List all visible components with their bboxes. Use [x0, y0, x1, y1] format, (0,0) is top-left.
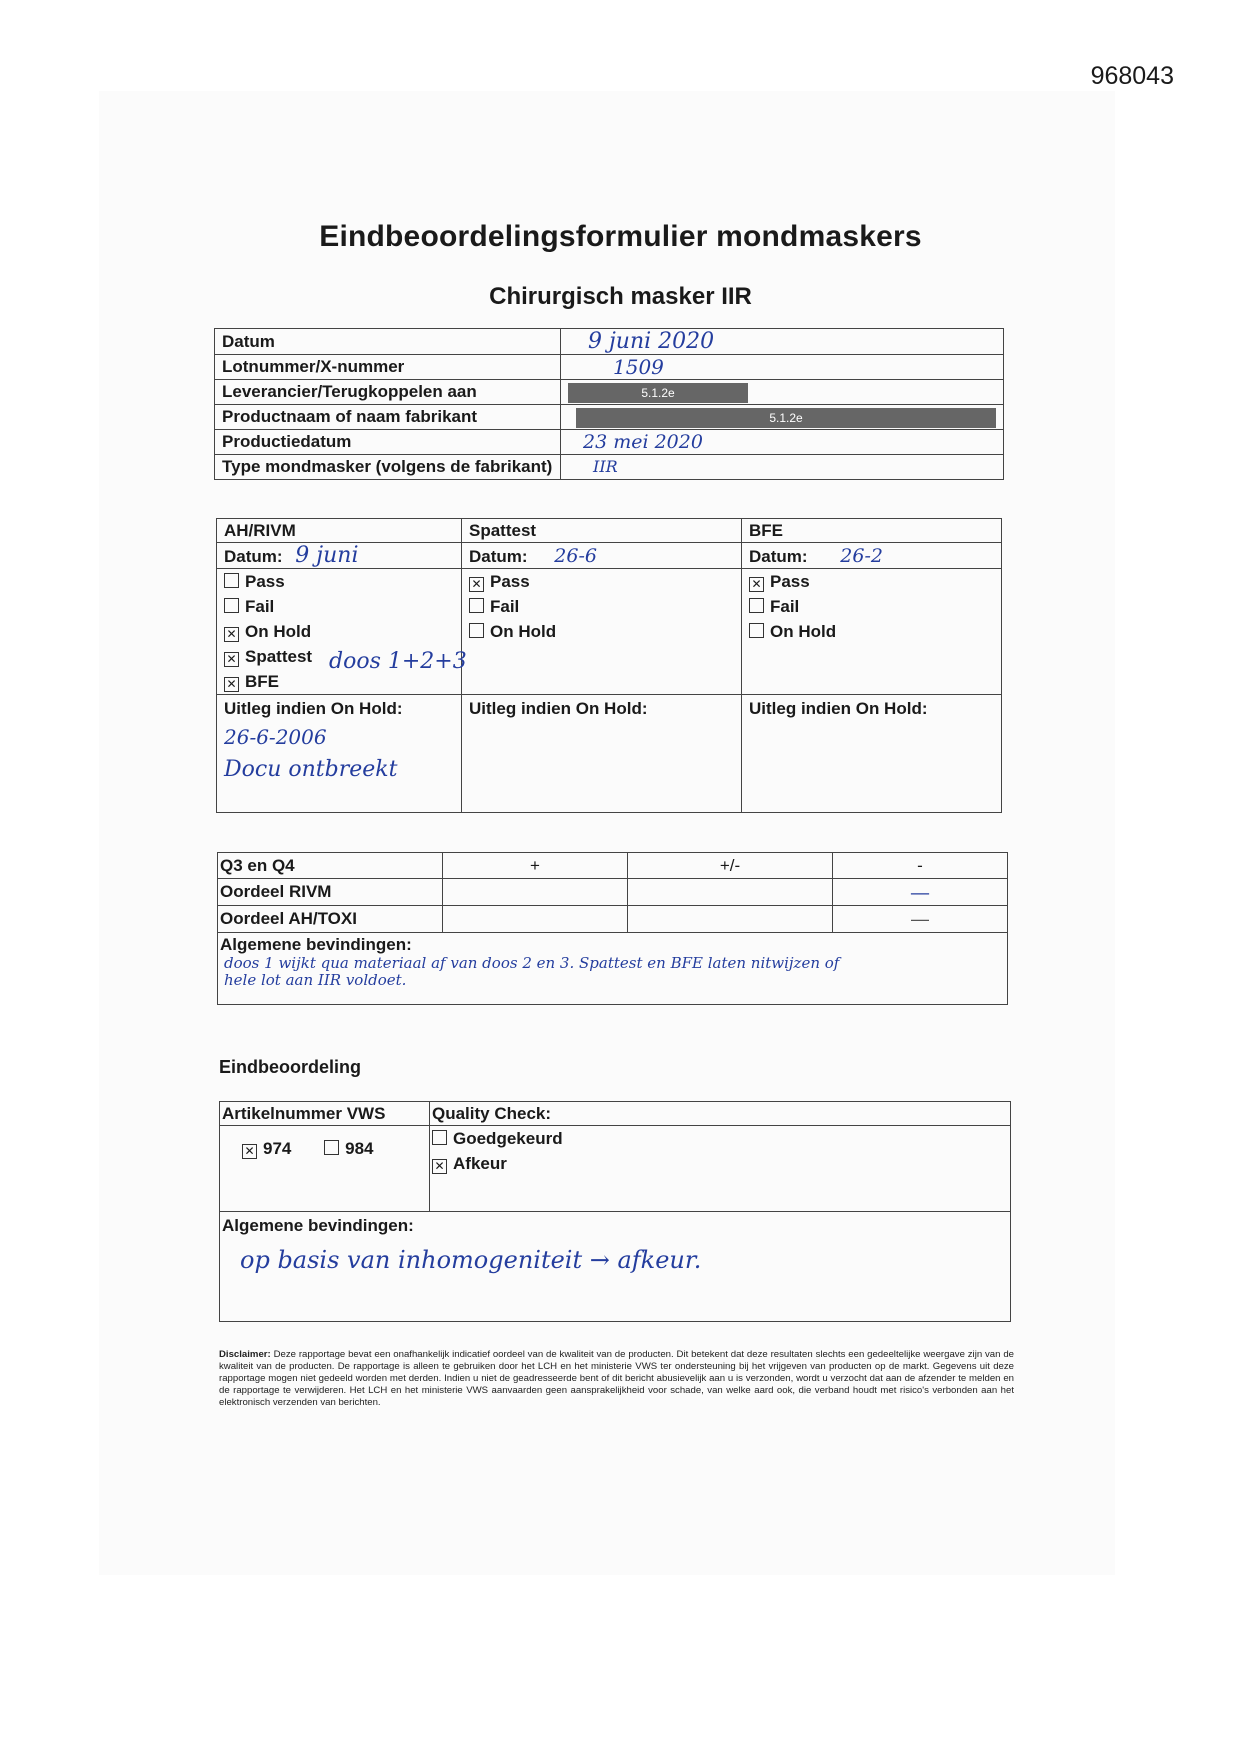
info-label-datum: Datum	[215, 329, 561, 355]
checkbox-spattest[interactable]: ✕	[224, 652, 239, 667]
option-fail[interactable]: Fail	[224, 594, 454, 619]
date-label-bfe: Datum:	[749, 546, 808, 566]
handwritten-explain-line-1: 26-6-2006	[224, 725, 327, 749]
final-heading: Eindbeoordeling	[219, 1057, 361, 1077]
option-afkeur[interactable]: ✕ Afkeur	[432, 1151, 1003, 1176]
q3q4-plusminus: +/-	[628, 853, 833, 879]
option-pass[interactable]: ✕ Pass	[749, 569, 994, 594]
article-options	[220, 1126, 430, 1212]
explain-label: Uitleg indien On Hold:	[469, 699, 648, 718]
disclaimer	[219, 1349, 1014, 1409]
disclaimer-text: Deze rapportage bevat een onafhankelijk indicatief oordeel van de kwaliteit van de producten. Dit betekent dat deze resultaten slechts een gedeeltelijke weergave zijn van de kwaliteit van de producten. De rapportage is alleen te gebruiken door het LCH en het ministerie VWS ter ondersteuning bij het vrijgeven van producten op de markt. Gegevens uit deze rapportage mogen niet gedeeld worden met derden. Indien u niet de geadresseerde bent of dit bericht abusievelijk aan u is verzonden, wordt u verzocht dat aan de afzender te melden en de rapportage te verwijderen. Het LCH en het ministerie VWS aanvaarden geen aansprakelijkheid voor schade, van welke aard ook, die verband houdt met risico's verbonden aan het elektronisch verzenden van berichten.	[219, 1349, 1014, 1408]
options-bfe	[742, 569, 1002, 695]
option-pass[interactable]: ✕ Pass	[469, 569, 734, 594]
checkbox-fail[interactable]	[749, 598, 764, 613]
checkbox-974[interactable]: ✕	[242, 1144, 257, 1159]
date-label-spattest: Datum:	[469, 546, 528, 566]
final-findings-label: Algemene bevindingen:	[222, 1216, 414, 1235]
info-value-lotnummer: 1509	[613, 355, 664, 379]
final-findings	[220, 1212, 1011, 1322]
findings-label: Algemene bevindingen:	[220, 935, 412, 954]
handwritten-findings-line-2: hele lot aan IIR voldoet.	[224, 971, 407, 989]
explain-bfe	[742, 695, 1002, 813]
option-fail[interactable]: Fail	[749, 594, 994, 619]
row-label-ahtoxi: Oordeel AH/TOXI	[218, 906, 443, 933]
option-pass[interactable]: Pass	[224, 569, 454, 594]
q3q4-table	[217, 852, 1008, 1005]
minus-mark-rivm: —	[910, 880, 930, 904]
option-on-hold[interactable]: ✕ On Hold	[224, 619, 454, 644]
info-label-productnaam: Productnaam of naam fabrikant	[215, 405, 561, 430]
form-subtitle: Chirurgisch masker IIR	[489, 283, 752, 310]
info-table	[214, 328, 1004, 480]
disclaimer-lead: Disclaimer:	[219, 1349, 271, 1360]
option-goedgekeurd[interactable]: Goedgekeurd	[432, 1126, 1003, 1151]
handwritten-final-findings: op basis van inhomogeniteit → afkeur.	[240, 1246, 702, 1274]
checkbox-bfe[interactable]: ✕	[224, 677, 239, 692]
info-label-leverancier: Leverancier/Terugkoppelen aan	[215, 380, 561, 405]
info-label-type: Type mondmasker (volgens de fabrikant)	[215, 455, 561, 480]
redaction-leverancier: 5.1.2e	[568, 383, 748, 403]
option-fail[interactable]: Fail	[469, 594, 734, 619]
date-value-spattest: 26-6	[554, 544, 597, 567]
option-984[interactable]: 984	[324, 1139, 373, 1158]
quality-label: Quality Check:	[430, 1102, 1011, 1126]
article-label: Artikelnummer VWS	[220, 1102, 430, 1126]
q3q4-minus: -	[833, 853, 1008, 879]
checkbox-fail[interactable]	[469, 598, 484, 613]
q3q4-findings	[218, 933, 1008, 1005]
checkbox-afkeur[interactable]: ✕	[432, 1159, 447, 1174]
option-on-hold[interactable]: On Hold	[469, 619, 734, 644]
date-value-ahrivm: 9 juni	[295, 543, 359, 568]
explain-spattest	[462, 695, 742, 813]
explain-label: Uitleg indien On Hold:	[749, 699, 928, 718]
checkbox-goedgekeurd[interactable]	[432, 1130, 447, 1145]
test-header-bfe: BFE	[742, 519, 1002, 543]
checkbox-on-hold[interactable]	[469, 623, 484, 638]
handwritten-doos-note: doos 1+2+3	[329, 649, 467, 674]
checkbox-pass[interactable]	[224, 573, 239, 588]
explain-ahrivm	[217, 695, 462, 813]
info-value-type: IIR	[593, 457, 618, 476]
checkbox-pass[interactable]: ✕	[749, 577, 764, 592]
handwritten-explain-line-2: Docu ontbreekt	[224, 757, 398, 782]
explain-label: Uitleg indien On Hold:	[224, 699, 403, 718]
date-label-ahrivm: Datum:	[224, 547, 283, 566]
info-label-lotnummer: Lotnummer/X-nummer	[215, 355, 561, 380]
options-spattest	[462, 569, 742, 695]
option-spattest[interactable]: ✕ Spattest	[224, 644, 454, 669]
q3q4-plus: +	[443, 853, 628, 879]
checkbox-fail[interactable]	[224, 598, 239, 613]
option-bfe[interactable]: ✕ BFE	[224, 669, 454, 694]
option-974[interactable]: ✕ 974	[242, 1139, 291, 1158]
quality-options	[430, 1126, 1011, 1212]
checkbox-on-hold[interactable]: ✕	[224, 627, 239, 642]
final-table	[219, 1101, 1011, 1322]
q3q4-header: Q3 en Q4	[218, 853, 443, 879]
redaction-productnaam: 5.1.2e	[576, 408, 996, 428]
minus-mark-ahtoxi: —	[911, 908, 929, 929]
checkbox-on-hold[interactable]	[749, 623, 764, 638]
options-ahrivm	[217, 569, 467, 695]
form-title: Eindbeoordelingsformulier mondmaskers	[319, 220, 922, 253]
info-value-productiedatum: 23 mei 2020	[583, 431, 703, 453]
option-on-hold[interactable]: On Hold	[749, 619, 994, 644]
test-header-spattest: Spattest	[462, 519, 742, 543]
date-value-bfe: 26-2	[840, 544, 883, 567]
tests-table	[216, 518, 1002, 813]
info-label-productiedatum: Productiedatum	[215, 430, 561, 455]
handwritten-findings-line-1: doos 1 wijkt qua materiaal af van doos 2 en 3. Spattest en BFE laten nitwijzen of	[224, 954, 840, 972]
info-value-datum: 9 juni 2020	[588, 329, 715, 354]
test-header-ahrivm: AH/RIVM	[217, 519, 462, 543]
document-number: 968043	[1090, 62, 1174, 90]
row-label-rivm: Oordeel RIVM	[218, 879, 443, 906]
checkbox-984[interactable]	[324, 1140, 339, 1155]
checkbox-pass[interactable]: ✕	[469, 577, 484, 592]
